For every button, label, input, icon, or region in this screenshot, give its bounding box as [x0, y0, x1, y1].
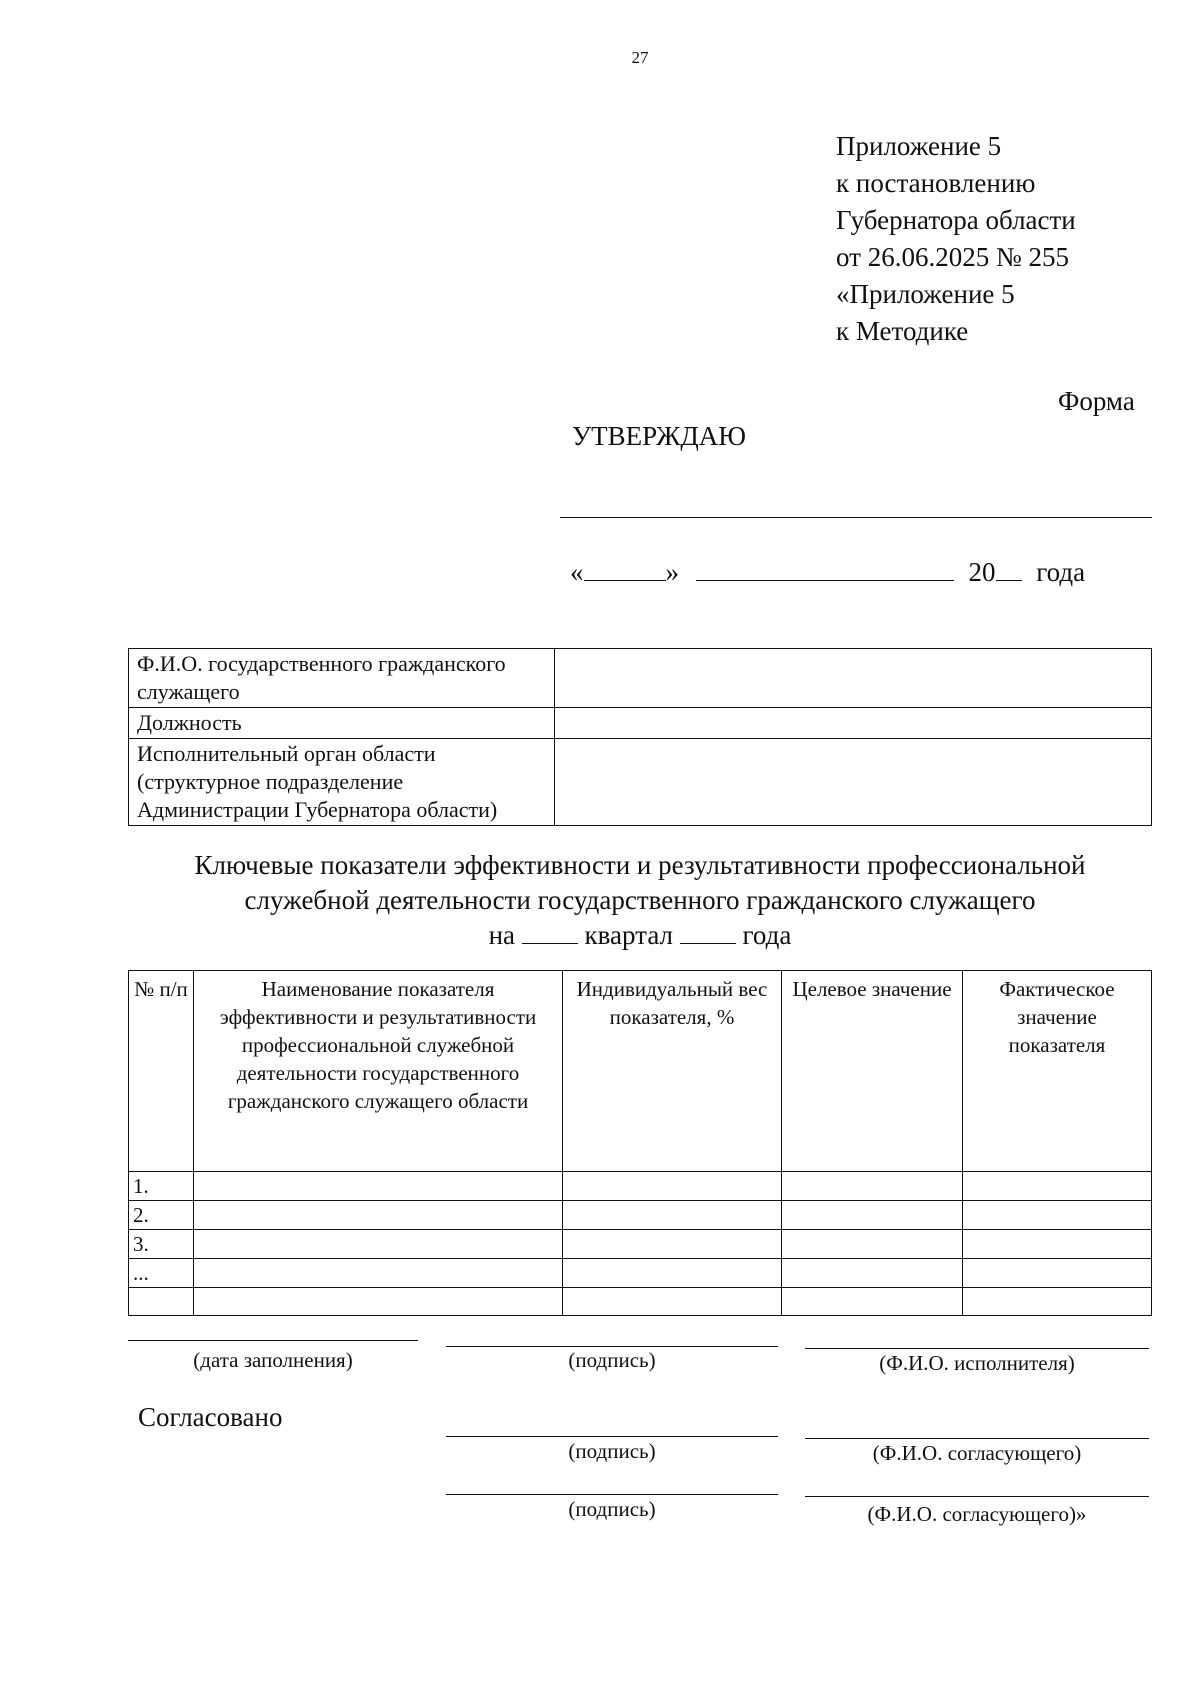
info-row	[129, 649, 1152, 708]
cell-actual[interactable]	[963, 1288, 1152, 1316]
appendix-line: к постановлению	[836, 168, 1036, 198]
header-indicator-name: Наименование показателя эффективности и результативности профессиональной служебной деятельности государственного гражданского служащего области	[194, 971, 563, 1172]
cell-indicator[interactable]	[194, 1230, 563, 1259]
info-value[interactable]	[555, 708, 1152, 739]
approver2-signature-line[interactable]	[446, 1494, 778, 1495]
approval-date	[570, 556, 1085, 588]
month-blank[interactable]	[696, 556, 954, 581]
cell-target[interactable]	[782, 1259, 963, 1288]
header-weight: Индивидуальный вес показателя, %	[563, 971, 782, 1172]
executor-name-caption: (Ф.И.О. исполнителя)	[879, 1351, 1075, 1375]
cell-indicator[interactable]	[194, 1172, 563, 1201]
executor-signature-caption: (подпись)	[568, 1348, 656, 1372]
info-row	[129, 739, 1152, 826]
approver2-signature-caption: (подпись)	[568, 1497, 656, 1521]
info-label: Ф.И.О. государственного гражданского служащего	[129, 649, 555, 708]
approver1-name-line[interactable]	[805, 1438, 1149, 1439]
row-number: 1.	[129, 1172, 194, 1201]
appendix-line: «Приложение 5	[836, 279, 1015, 309]
kpi-title-line: служебной деятельности государственного гражданского служащего	[244, 885, 1036, 915]
day-blank[interactable]	[584, 556, 666, 581]
approver1-name-caption: (Ф.И.О. согласующего)	[872, 1441, 1082, 1465]
date-filled-line[interactable]	[128, 1340, 418, 1341]
info-row	[129, 708, 1152, 739]
approver-signature-line[interactable]	[560, 517, 1152, 518]
page-number: 27	[631, 48, 649, 67]
kpi-title-line: Ключевые показатели эффективности и результативности профессиональной	[194, 850, 1086, 880]
approver2-name-line[interactable]	[805, 1496, 1149, 1497]
year-suffix: года	[1036, 557, 1086, 587]
kpi-header-row	[129, 971, 1152, 1172]
cell-target[interactable]	[782, 1288, 963, 1316]
kpi-period-line	[128, 918, 1152, 953]
executor-signature-line[interactable]	[446, 1346, 778, 1347]
cell-indicator[interactable]	[194, 1288, 563, 1316]
table-row	[129, 1259, 1152, 1288]
cell-weight[interactable]	[563, 1172, 782, 1201]
cell-weight[interactable]	[563, 1201, 782, 1230]
appendix-line: к Методике	[836, 316, 969, 346]
table-row	[129, 1288, 1152, 1316]
cell-target[interactable]	[782, 1172, 963, 1201]
cell-actual[interactable]	[963, 1172, 1152, 1201]
appendix-line: Приложение 5	[836, 131, 1002, 161]
header-target: Целевое значение	[782, 971, 963, 1172]
info-label: Исполнительный орган области (структурное подразделение Администрации Губернатора области)	[129, 739, 555, 826]
table-row	[129, 1172, 1152, 1201]
cell-actual[interactable]	[963, 1259, 1152, 1288]
info-value[interactable]	[555, 649, 1152, 708]
appendix-line: Губернатора области	[836, 205, 1076, 235]
header-actual: Фактическое значение показателя	[963, 971, 1152, 1172]
quarter-blank[interactable]	[522, 921, 578, 944]
cell-actual[interactable]	[963, 1201, 1152, 1230]
cell-actual[interactable]	[963, 1230, 1152, 1259]
cell-target[interactable]	[782, 1230, 963, 1259]
year-blank[interactable]	[996, 556, 1022, 581]
kpi-title	[128, 848, 1152, 953]
info-label: Должность	[129, 708, 555, 739]
approver1-signature-caption: (подпись)	[568, 1439, 656, 1463]
kpi-year: года	[742, 920, 792, 950]
quote-close: »	[665, 557, 679, 587]
agreed-label: Согласовано	[138, 1402, 283, 1432]
date-filled-caption: (дата заполнения)	[193, 1348, 353, 1372]
row-number	[129, 1288, 194, 1316]
kpi-year-blank[interactable]	[680, 921, 736, 944]
employee-info-table	[128, 648, 1152, 826]
cell-weight[interactable]	[563, 1288, 782, 1316]
row-number: 3.	[129, 1230, 194, 1259]
cell-weight[interactable]	[563, 1230, 782, 1259]
appendix-header	[836, 128, 1076, 350]
kpi-quarter: квартал	[584, 920, 674, 950]
row-number: ...	[129, 1259, 194, 1288]
cell-weight[interactable]	[563, 1259, 782, 1288]
year-prefix: 20	[968, 557, 996, 587]
kpi-table	[128, 970, 1152, 1316]
quote-open: «	[570, 557, 584, 587]
table-row	[129, 1201, 1152, 1230]
cell-target[interactable]	[782, 1201, 963, 1230]
table-row	[129, 1230, 1152, 1259]
approver1-signature-line[interactable]	[446, 1436, 778, 1437]
approver2-name-caption: (Ф.И.О. согласующего)»	[867, 1502, 1087, 1526]
info-value[interactable]	[555, 739, 1152, 826]
row-number: 2.	[129, 1201, 194, 1230]
cell-indicator[interactable]	[194, 1259, 563, 1288]
header-number: № п/п	[129, 971, 194, 1172]
appendix-line: от 26.06.2025 № 255	[836, 242, 1069, 272]
executor-name-line[interactable]	[805, 1348, 1149, 1349]
form-label: Форма	[1058, 386, 1135, 416]
approval-title: УТВЕРЖДАЮ	[572, 421, 747, 451]
cell-indicator[interactable]	[194, 1201, 563, 1230]
kpi-na: на	[488, 920, 516, 950]
